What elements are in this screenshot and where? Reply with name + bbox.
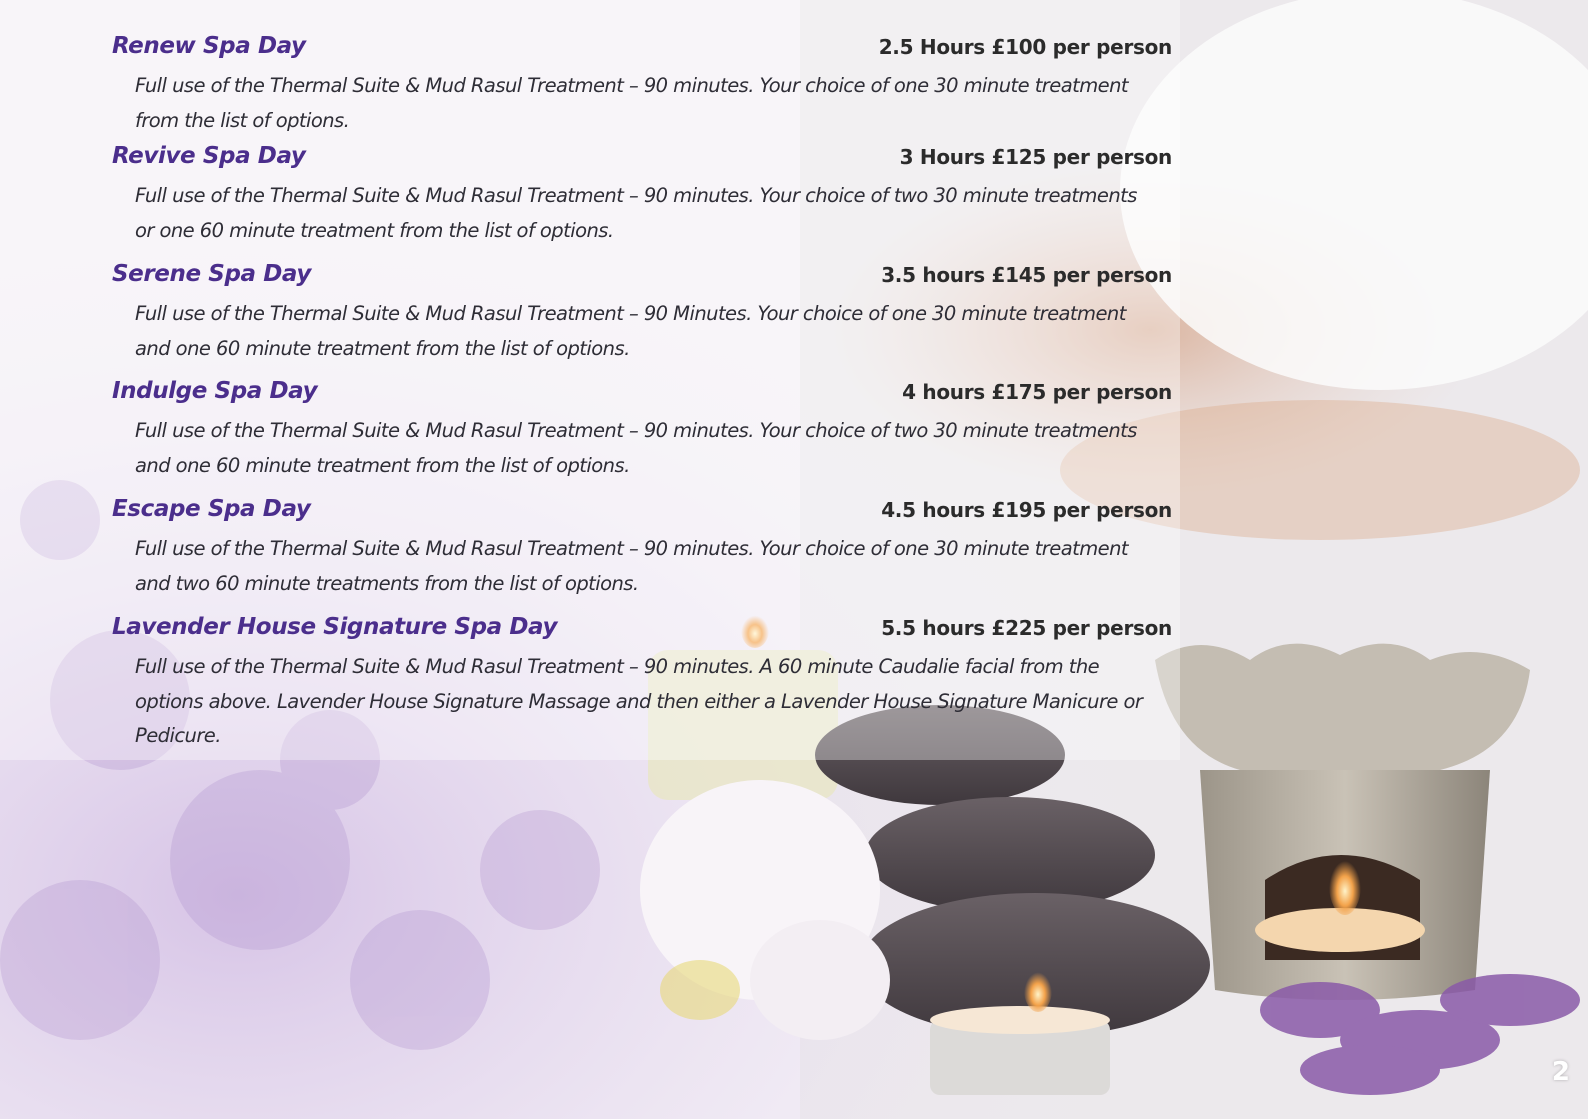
spa-day-description: Full use of the Thermal Suite & Mud Rasul Treatment – 90 minutes. Your choice of two 30 minute treatments or one 60 minute treatment from the list of options.: [135, 184, 1137, 242]
spa-day-serene: [112, 261, 1172, 366]
spa-day-price: 4 hours £175 per person: [902, 380, 1172, 404]
spa-day-header: [112, 496, 1172, 532]
spa-day-title: Indulge Spa Day: [112, 378, 318, 404]
spa-day-title: Escape Spa Day: [112, 496, 311, 522]
spa-day-price: 3.5 hours £145 per person: [881, 263, 1172, 287]
spa-day-title: Renew Spa Day: [112, 33, 306, 59]
page-number: 2: [1551, 1057, 1570, 1087]
spa-day-signature: [112, 614, 1172, 754]
spa-day-description: Full use of the Thermal Suite & Mud Rasul Treatment – 90 minutes. Your choice of one 30 minute treatment and two 60 minute treatments from the list of options.: [135, 537, 1128, 595]
spa-day-title: Lavender House Signature Spa Day: [112, 614, 558, 640]
spa-day-price: 3 Hours £125 per person: [899, 145, 1172, 169]
spa-day-revive: [112, 143, 1172, 248]
spa-day-header: [112, 378, 1172, 414]
spa-day-title: Serene Spa Day: [112, 261, 311, 287]
spa-day-escape: [112, 496, 1172, 601]
spa-day-header: [112, 614, 1172, 650]
spa-day-header: [112, 33, 1172, 69]
spa-day-renew: [112, 33, 1172, 138]
spa-day-description: Full use of the Thermal Suite & Mud Rasul Treatment – 90 minutes. Your choice of two 30 minute treatments and one 60 minute treatment from the list of options.: [135, 419, 1137, 477]
spa-day-description: Full use of the Thermal Suite & Mud Rasul Treatment – 90 minutes. Your choice of one 30 minute treatment from the list of options.: [135, 74, 1128, 132]
spa-day-price: 4.5 hours £195 per person: [881, 498, 1172, 522]
spa-day-description: Full use of the Thermal Suite & Mud Rasul Treatment – 90 minutes. A 60 minute Caudalie facial from the options above. Lavender House Signature Massage and then either a Lavender House Signature Manicure or Pedicure.: [135, 655, 1143, 747]
spa-day-price: 5.5 hours £225 per person: [881, 616, 1172, 640]
spa-day-title: Revive Spa Day: [112, 143, 306, 169]
spa-day-header: [112, 261, 1172, 297]
spa-day-description: Full use of the Thermal Suite & Mud Rasul Treatment – 90 Minutes. Your choice of one 30 minute treatment and one 60 minute treatment from the list of options.: [135, 302, 1126, 360]
spa-day-price: 2.5 Hours £100 per person: [878, 35, 1172, 59]
spa-day-indulge: [112, 378, 1172, 483]
spa-day-header: [112, 143, 1172, 179]
